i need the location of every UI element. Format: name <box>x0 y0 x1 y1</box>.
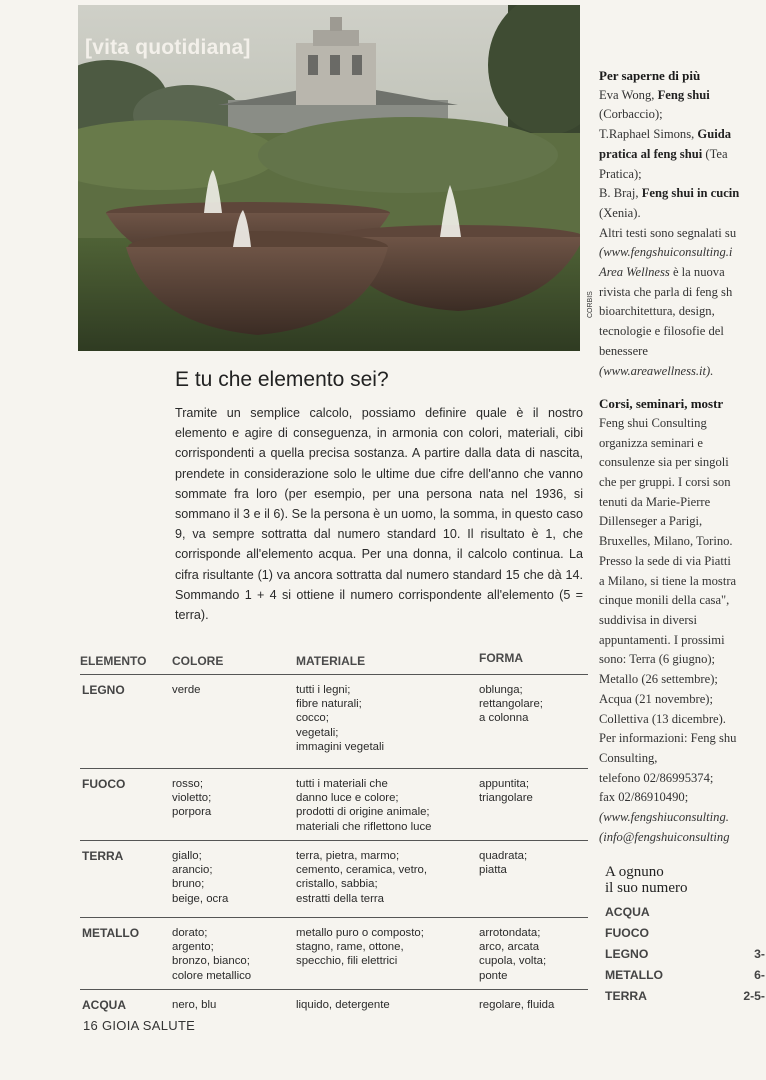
courses-text <box>599 414 766 808</box>
forma-cell <box>479 998 588 1016</box>
materiale-cell <box>296 777 479 835</box>
forma-cell <box>479 777 588 835</box>
sidebar <box>599 66 766 847</box>
table-row <box>80 675 588 769</box>
courses-line: tenuti da Marie-Pierre <box>599 494 711 509</box>
table-row <box>80 918 588 990</box>
colore-line: dorato; <box>172 927 208 939</box>
courses-line: appuntamenti. I prossimi <box>599 632 725 647</box>
courses-line: consulenze sia per singoli <box>599 455 729 470</box>
article-title: E tu che elemento sei? <box>175 368 389 391</box>
colore-cell <box>172 683 296 763</box>
book-title: Feng shui <box>657 87 710 102</box>
book-publisher: (Corbaccio); <box>599 107 663 122</box>
materiale-line: immagini vegetali <box>296 740 384 753</box>
table-header <box>80 648 588 675</box>
book-author: Eva Wong, <box>599 87 655 102</box>
courses-line: Presso la sede di via Piatti <box>599 553 731 568</box>
book-publisher: (Tea <box>705 146 728 161</box>
element-name: TERRA <box>82 849 124 863</box>
courses-line: a Milano, si tiene la mostra <box>599 573 737 588</box>
book-title: Feng shui in cucin <box>641 186 740 201</box>
number-row <box>605 902 766 923</box>
colore-line: bronzo, bianco; <box>172 955 250 968</box>
photo-credit: CORBIS <box>587 291 594 318</box>
sidebar-heading-reading: Per saperne di più <box>599 68 701 83</box>
materiale-line: danno luce e colore; <box>296 792 399 805</box>
magazine-text: benessere <box>599 343 648 358</box>
table-row <box>80 769 588 841</box>
book-title: pratica al feng shui <box>599 146 703 161</box>
courses-line: che per gruppi. I corsi son <box>599 475 731 490</box>
sidebar-heading-courses: Corsi, seminari, mostr <box>599 396 724 412</box>
materiale-line: materiali che riflettono luce <box>296 820 432 833</box>
forma-line: regolare, fluida <box>479 999 555 1011</box>
courses-line: Collettiva (13 dicembre). <box>599 711 726 726</box>
page-footer: 16 GIOIA SALUTE <box>83 1018 196 1033</box>
courses-line: Feng shui Consulting <box>599 415 707 430</box>
forma-line: triangolare <box>479 792 533 805</box>
courses-line: sono: Terra (6 giugno); <box>599 652 716 667</box>
colore-line: bruno; <box>172 878 205 891</box>
magazine-text: rivista che parla di feng sh <box>599 284 733 299</box>
book-publisher: Pratica); <box>599 166 642 181</box>
header-materiale: MATERIALE <box>296 654 366 668</box>
colore-line: verde <box>172 684 201 696</box>
courses-line: suddivisa in diversi <box>599 612 697 627</box>
number-element: TERRA <box>605 989 647 1003</box>
book-author: B. Braj, <box>599 186 639 201</box>
elements-table <box>80 648 588 1021</box>
magazine-text: è la nuova <box>672 265 725 280</box>
forma-cell <box>479 849 588 912</box>
forma-cell <box>479 926 588 984</box>
number-element: METALLO <box>605 968 663 982</box>
section-tag: [vita quotidiana] <box>85 36 251 59</box>
site-link[interactable]: (www.fengshuiconsulting.i <box>599 245 733 260</box>
courses-line: Metallo (26 settembre); <box>599 672 718 687</box>
courses-line: Consulting, <box>599 750 658 765</box>
number-value: 6- <box>754 968 765 982</box>
courses-line: organizza seminari e <box>599 435 703 450</box>
book-author: T.Raphael Simons, <box>599 127 695 142</box>
forma-line: rettangolare; <box>479 698 543 711</box>
courses-line: Bruxelles, Milano, Torino. <box>599 534 733 549</box>
article-body: Tramite un semplice calcolo, possiamo definire quale è il nostro elemento e agire di conseguenza, in armonia con colori, materiali, cibi corrispondenti a quella precisa sostanza. A partire dalla data di nascita, prendete in considerazione solo le ultime due cifre dell'anno che vanno sommate fra loro (per esempio, per una persona nata nel 1936, si sommano il 3 e il 6). Se la persona è un uomo, la somma, in questo caso 9, va sempre sottratta dal numero standard 10. Il risultato è 1, che corrisponde all'elemento acqua. Per una donna, il calcolo continua. La cifra risultante (1) va ancora sottratta dal numero standard 15 che dà 14. Sommando 1 + 4 si ottiene il numero corrispondente all'elemento (5 = terra). <box>175 406 583 623</box>
header-forma: FORMA <box>479 651 523 665</box>
numbers-box <box>605 864 766 1007</box>
materiale-cell <box>296 926 479 984</box>
materiale-line: specchio, fili elettrici <box>296 955 398 968</box>
forma-line: piatta <box>479 864 507 877</box>
colore-cell <box>172 849 296 912</box>
forma-line: quadrata; <box>479 850 528 862</box>
header-elemento: ELEMENTO <box>80 654 147 668</box>
numbers-title <box>605 864 766 896</box>
forma-line: arrotondata; <box>479 927 541 939</box>
element-name: LEGNO <box>82 683 125 697</box>
colore-line: beige, ocra <box>172 892 229 905</box>
materiale-line: metallo puro o composto; <box>296 927 424 939</box>
book-publisher: (Xenia). <box>599 205 641 220</box>
number-row <box>605 965 766 986</box>
magazine-name: Area Wellness <box>599 265 670 280</box>
book-2 <box>599 125 766 145</box>
colore-cell <box>172 777 296 835</box>
magazine-line <box>599 263 766 283</box>
colore-line: nero, blu <box>172 999 217 1011</box>
colore-cell <box>172 998 296 1016</box>
courses-line: cinque monili della casa", <box>599 593 730 608</box>
courses-line: telefono 02/86995374; <box>599 770 714 785</box>
materiale-line: estratti della terra <box>296 892 384 905</box>
number-value: 2-5- <box>743 989 765 1003</box>
colore-cell <box>172 926 296 984</box>
forma-line: ponte <box>479 969 508 982</box>
table-row <box>80 841 588 918</box>
materiale-line: tutti i materiali che <box>296 778 388 790</box>
number-element: FUOCO <box>605 926 650 940</box>
book-title: Guida <box>697 127 732 142</box>
site-link[interactable]: (www.areawellness.it). <box>599 363 714 378</box>
colore-line: arancio; <box>172 864 213 877</box>
courses-line: Per informazioni: Feng shu <box>599 731 737 746</box>
numbers-list <box>605 902 766 1007</box>
forma-line: oblunga; <box>479 684 523 696</box>
courses-line: Dillenseger a Parigi, <box>599 514 703 529</box>
element-name: FUOCO <box>82 777 126 791</box>
number-row <box>605 986 766 1007</box>
materiale-line: cemento, ceramica, vetro, <box>296 864 428 877</box>
magazine-text: tecnologie e filosofie del <box>599 324 724 339</box>
colore-line: porpora <box>172 806 212 819</box>
forma-cell <box>479 683 588 763</box>
materiale-line: prodotti di origine animale; <box>296 806 430 819</box>
table-body <box>80 675 588 1021</box>
colore-line: argento; <box>172 941 214 954</box>
courses-line: Acqua (21 novembre); <box>599 691 714 706</box>
materiale-cell <box>296 849 479 912</box>
forma-line: arco, arcata <box>479 941 540 954</box>
materiale-line: vegetali; <box>296 726 339 739</box>
colore-line: colore metallico <box>172 969 252 982</box>
colore-line: giallo; <box>172 850 202 862</box>
element-name: ACQUA <box>82 998 126 1012</box>
number-element: ACQUA <box>605 905 650 919</box>
contact-site-link[interactable]: (www.fengshiuconsulting. <box>599 810 729 825</box>
forma-line: cupola, volta; <box>479 955 547 968</box>
number-value: 3- <box>754 947 765 961</box>
materiale-line: cristallo, sabbia; <box>296 878 378 891</box>
element-name: METALLO <box>82 926 140 940</box>
materiale-line: cocco; <box>296 712 329 725</box>
numbers-title-line: il suo numero <box>605 880 688 896</box>
header-colore: COLORE <box>172 654 224 668</box>
colore-line: violetto; <box>172 792 212 805</box>
numbers-title-line: A ognuno <box>605 864 664 880</box>
materiale-line: tutti i legni; <box>296 684 351 696</box>
materiale-line: stagno, rame, ottone, <box>296 941 404 954</box>
contact-email-link[interactable]: (info@fengshuiconsulting <box>599 829 730 844</box>
table-row <box>80 990 588 1021</box>
materiale-line: liquido, detergente <box>296 999 390 1011</box>
colore-line: rosso; <box>172 778 204 790</box>
forma-line: appuntita; <box>479 778 530 790</box>
number-element: LEGNO <box>605 947 649 961</box>
materiale-cell <box>296 998 479 1016</box>
number-row <box>605 923 766 944</box>
courses-line: fax 02/86910490; <box>599 790 689 805</box>
book-3 <box>599 184 766 204</box>
book-2-cont <box>599 145 766 165</box>
materiale-line: fibre naturali; <box>296 698 362 711</box>
materiale-line: terra, pietra, marmo; <box>296 850 400 862</box>
forma-line: a colonna <box>479 712 529 725</box>
number-row <box>605 944 766 965</box>
materiale-cell <box>296 683 479 763</box>
book-1 <box>599 86 766 106</box>
magazine-text: bioarchitettura, design, <box>599 304 715 319</box>
other-texts: Altri testi sono segnalati su <box>599 225 737 240</box>
